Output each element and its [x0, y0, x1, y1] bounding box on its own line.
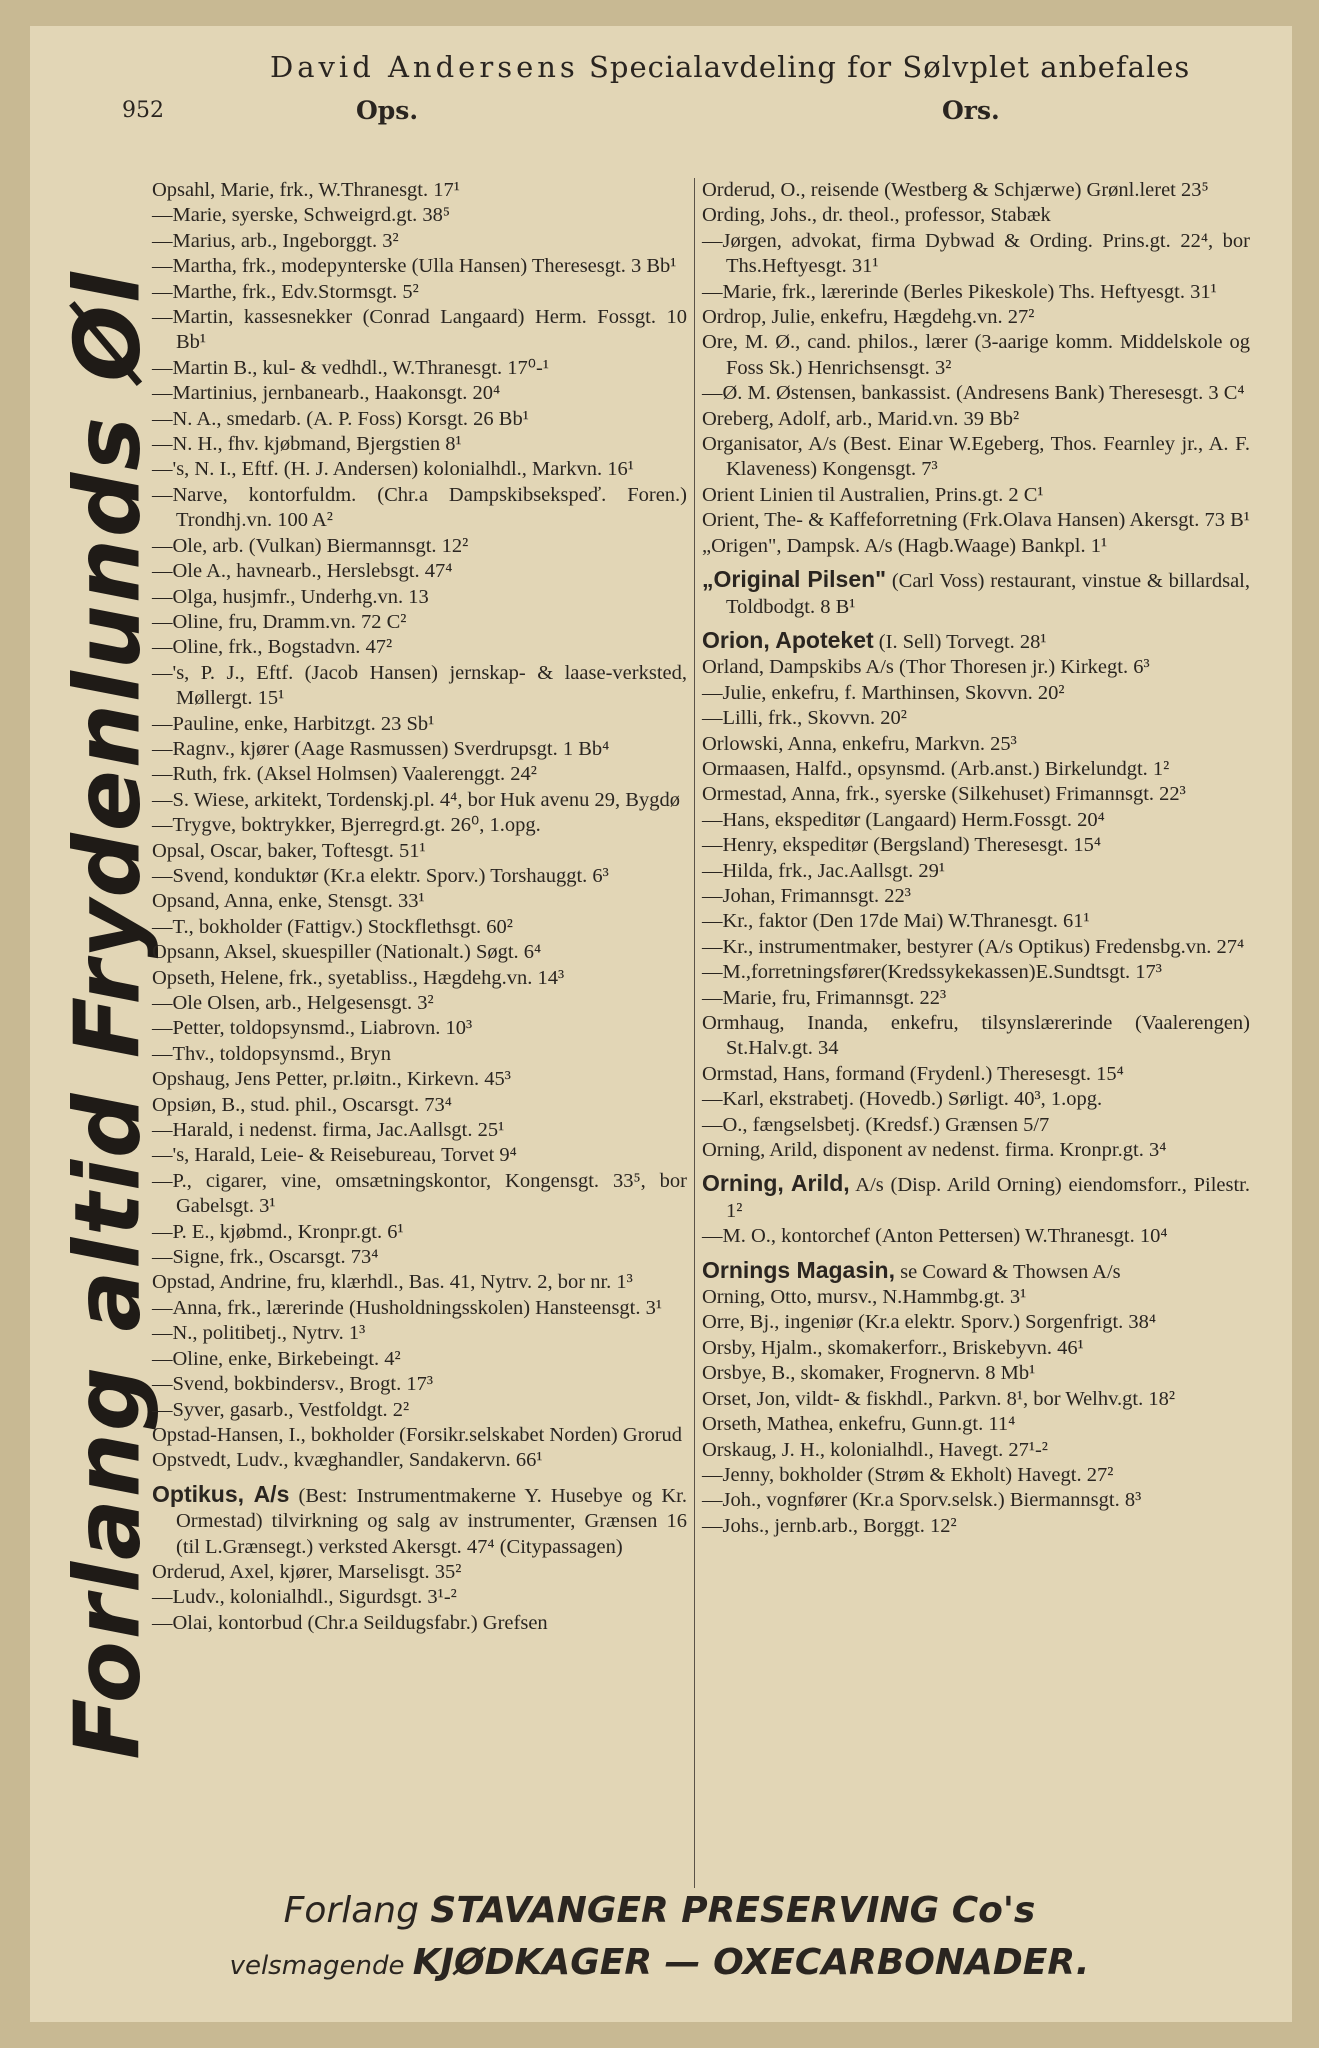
directory-entry [702, 178, 1250, 203]
directory-entry [152, 788, 687, 813]
guide-word-left: Ops. [356, 96, 419, 125]
directory-entry [152, 1560, 687, 1585]
entry-text: Oreberg, Adolf, arb., Marid.vn. 39 Bb² [702, 407, 1020, 430]
directory-entry [152, 1372, 687, 1397]
header-advertiser-name: David Andersens [270, 50, 579, 84]
directory-entry [702, 1387, 1250, 1412]
directory-entry [152, 229, 687, 254]
directory-entry [152, 1482, 687, 1560]
entry-text: —Joh., vognfører (Kr.a Sporv.selsk.) Biermannsgt. 8³ [702, 1489, 1142, 1512]
directory-entry [702, 280, 1250, 305]
entry-text: —Oline, fru, Dramm.vn. 72 C² [152, 610, 407, 633]
bottom-ad-line2-prefix: velsmagende [229, 1951, 413, 1981]
entry-text: —Anna, frk., lærerinde (Husholdningsskolen) Hansteensgt. 3¹ [152, 1296, 663, 1319]
directory-entry [152, 762, 687, 787]
entry-text: —Ludv., kolonialhdl., Sigurdsgt. 3¹-² [152, 1586, 457, 1609]
right-column [702, 178, 1250, 1539]
directory-entry [152, 559, 687, 584]
directory-entry [152, 585, 687, 610]
bottom-ad-line1-brand: STAVANGER PRESERVING Co's [430, 1890, 1036, 1931]
entry-text: —P. E., kjøbmd., Kronpr.gt. 6¹ [152, 1220, 404, 1243]
entry-text: Opstad, Andrine, fru, klærhdl., Bas. 41, Nytrv. 2, bor nr. 1³ [152, 1271, 633, 1294]
directory-entry [152, 1611, 687, 1636]
entry-text: Orset, Jon, vildt- & fiskhdl., Parkvn. 8¹, bor Welhv.gt. 18² [702, 1387, 1176, 1410]
entry-text: (I. Sell) Torvegt. 28¹ [873, 630, 1047, 653]
entry-text: —Ole A., havnearb., Herslebsgt. 47⁴ [152, 560, 453, 583]
entry-bold-name: Orion, Apoteket [702, 626, 874, 653]
directory-entry [152, 1270, 687, 1295]
directory-entry [702, 483, 1250, 508]
directory-entry [702, 1488, 1250, 1513]
column-divider [694, 178, 695, 1888]
directory-entry [152, 1245, 687, 1270]
directory-entry [152, 1169, 687, 1220]
directory-entry [702, 567, 1250, 620]
directory-entry [152, 1067, 687, 1092]
directory-entry [702, 628, 1250, 655]
entry-text: —Hans, ekspeditør (Langaard) Herm.Fossgt. 20⁴ [702, 808, 1105, 831]
entry-text: —Martin B., kul- & vedhdl., W.Thranesgt. 17⁰-¹ [152, 356, 549, 379]
entry-text: Orskaug, J. H., kolonialhdl., Havegt. 27¹-² [702, 1438, 1048, 1461]
entry-text: —Olai, kontorbud (Chr.a Seildugsfabr.) Grefsen [152, 1611, 548, 1634]
directory-entry [152, 1423, 687, 1448]
directory-entry [702, 833, 1250, 858]
entry-text: —Thv., toldopsynsmd., Bryn [152, 1042, 391, 1065]
entry-text: —Syver, gasarb., Vestfoldgt. 2² [152, 1398, 410, 1421]
entry-text: —'s, Harald, Leie- & Reisebureau, Torvet 9⁴ [152, 1144, 517, 1167]
directory-entry [702, 1171, 1250, 1224]
directory-entry [152, 1042, 687, 1067]
entry-text: (Carl Voss) restaurant, vinstue & billardsal, Toldbodgt. 8 B¹ [726, 570, 1250, 618]
directory-entry [152, 839, 687, 864]
entry-text: —Martinius, jernbanearb., Haakonsgt. 20⁴ [152, 382, 501, 405]
entry-text: Opsal, Oscar, baker, Toftesgt. 51¹ [152, 839, 426, 862]
entry-text: —Hilda, frk., Jac.Aallsgt. 29¹ [702, 859, 945, 882]
directory-entry [702, 960, 1250, 985]
entry-text: —Karl, ekstrabetj. (Hovedb.) Sørligt. 40³, 1.opg. [702, 1088, 1103, 1111]
entry-text: —Kr., faktor (Den 17de Mai) W.Thranesgt. 61¹ [702, 910, 1090, 933]
directory-entry [152, 457, 687, 482]
directory-entry [152, 940, 687, 965]
entry-text: —Johan, Frimannsgt. 22³ [702, 884, 911, 907]
directory-entry [702, 1514, 1250, 1539]
entry-bold-name: Orning, Arild, [702, 1170, 850, 1197]
entry-text: —Marthe, frk., Edv.Stormsgt. 5² [152, 280, 419, 303]
entry-text: —Oline, enke, Birkebeingt. 4² [152, 1347, 401, 1370]
entry-text: Orsby, Hjalm., skomakerforr., Briskebyvn. 46¹ [702, 1336, 1084, 1359]
directory-entry [702, 1285, 1250, 1310]
directory-entry [702, 732, 1250, 757]
entry-text: —Harald, i nedenst. firma, Jac.Aallsgt. 25¹ [152, 1119, 505, 1142]
directory-entry [702, 508, 1250, 533]
directory-entry [702, 203, 1250, 228]
directory-entry [702, 986, 1250, 1011]
directory-entry [702, 706, 1250, 731]
directory-entry [702, 935, 1250, 960]
directory-entry [152, 813, 687, 838]
entry-text: Orland, Dampskibs A/s (Thor Thoresen jr.) Kirkegt. 6³ [702, 656, 1150, 679]
entry-text: Opseth, Helene, frk., syetabliss., Hægdehg.vn. 14³ [152, 966, 565, 989]
directory-entry [702, 1011, 1250, 1062]
directory-entry [702, 859, 1250, 884]
entry-text: —Oline, frk., Bogstadvn. 47² [152, 636, 393, 659]
directory-entry [152, 1296, 687, 1321]
directory-entry [702, 1412, 1250, 1437]
bottom-ad-line2-products: KJØDKAGER — OXECARBONADER. [412, 1942, 1090, 1983]
entry-text: —Pauline, enke, Harbitzgt. 23 Sb¹ [152, 712, 435, 735]
side-advertisement: Forlang altid Frydenlunds Øl [55, 270, 161, 1760]
directory-entry [702, 330, 1250, 381]
entry-text: —Martha, frk., modepynterske (Ulla Hansen) Theresesgt. 3 Bb¹ [152, 255, 677, 278]
entry-text: —Ø. M. Østensen, bankassist. (Andresens Bank) Theresesgt. 3 C⁴ [702, 382, 1245, 405]
directory-entry [702, 1113, 1250, 1138]
entry-text: Opstad-Hansen, I., bokholder (Forsikr.selskabet Norden) Grorud [152, 1423, 683, 1446]
entry-text: Organisator, A/s (Best. Einar W.Egeberg, Thos. Fearnley jr., A. F. Klaveness) Kongensgt. 7³ [702, 433, 1250, 481]
entry-text: Opshaug, Jens Petter, pr.løitn., Kirkevn. 45³ [152, 1068, 511, 1091]
entry-text: Opsann, Aksel, skuespiller (Nationalt.) Søgt. 6⁴ [152, 941, 542, 964]
entry-text: —Marie, frk., lærerinde (Berles Pikeskole) Ths. Heftyesgt. 31¹ [702, 280, 1217, 303]
bottom-advertisement-line-1 [0, 1890, 1319, 1931]
directory-entry [702, 229, 1250, 280]
entry-bold-name: Ornings Magasin, [702, 1256, 895, 1283]
entry-text: —N., politibetj., Nytrv. 1³ [152, 1322, 366, 1345]
entry-text: Orlowski, Anna, enkefru, Markvn. 25³ [702, 732, 1017, 755]
entry-text: —Jørgen, advokat, firma Dybwad & Ording. Prins.gt. 22⁴, bor Ths.Heftyesgt. 31¹ [702, 229, 1250, 278]
directory-entry [702, 909, 1250, 934]
entry-text: Orderud, O., reisende (Westberg & Schjærwe) Grønl.leret 23⁵ [702, 179, 1209, 201]
directory-entry [702, 305, 1250, 330]
directory-entry [152, 864, 687, 889]
directory-entry [702, 432, 1250, 483]
entry-text: —N. A., smedarb. (A. P. Foss) Korsgt. 26 Bb¹ [152, 407, 529, 430]
entry-text: —Marius, arb., Ingeborggt. 3² [152, 229, 399, 252]
directory-entry [152, 737, 687, 762]
entry-text: Opsand, Anna, enke, Stensgt. 33¹ [152, 890, 425, 913]
entry-text: Orderud, Axel, kjører, Marselisgt. 35² [152, 1560, 462, 1583]
directory-entry [702, 1310, 1250, 1335]
entry-text: Ordrop, Julie, enkefru, Hægdehg.vn. 27² [702, 306, 1035, 329]
entry-text: „Origen", Dampsk. A/s (Hagb.Waage) Bankpl. 1¹ [702, 534, 1108, 557]
entry-text: Ormhaug, Inanda, enkefru, tilsynslærerinde (Vaalerengen) St.Halv.gt. 34 [702, 1012, 1250, 1060]
entry-text: —Henry, ekspeditør (Bergsland) Theresesgt. 15⁴ [702, 834, 1102, 857]
directory-entry [152, 991, 687, 1016]
directory-entry [152, 280, 687, 305]
entry-text: Opsahl, Marie, frk., W.Thranesgt. 17¹ [152, 179, 460, 201]
directory-entry [702, 1438, 1250, 1463]
entry-text: —Ragnv., kjører (Aage Rasmussen) Sverdrupsgt. 1 Bb⁴ [152, 737, 610, 760]
directory-entry [702, 655, 1250, 680]
directory-entry [152, 1347, 687, 1372]
directory-entry [152, 483, 687, 534]
entry-text: —Signe, frk., Oscarsgt. 73⁴ [152, 1246, 379, 1269]
entry-text: Ore, M. Ø., cand. philos., lærer (3-aarige komm. Middelskole og Foss Sk.) Henrichsensgt. 3² [702, 331, 1250, 379]
entry-text: —M.,forretningsfører(Kredssykekassen)E.Sundtsgt. 17³ [702, 961, 1162, 984]
directory-entry [152, 432, 687, 457]
entry-text: Orning, Otto, mursv., N.Hammbg.gt. 3¹ [702, 1286, 1027, 1309]
directory-entry [152, 635, 687, 660]
directory-entry [702, 1336, 1250, 1361]
entry-text: Orseth, Mathea, enkefru, Gunn.gt. 11⁴ [702, 1413, 1016, 1436]
entry-text: Orre, Bj., ingeniør (Kr.a elektr. Sporv.) Sorgenfrigt. 38⁴ [702, 1311, 1157, 1334]
directory-entry [702, 884, 1250, 909]
entry-text: —N. H., fhv. kjøbmand, Bjergstien 8¹ [152, 433, 462, 456]
entry-text: Ording, Johs., dr. theol., professor, Stabæk [702, 204, 1051, 227]
entry-text: (Best: Instrumentmakerne Y. Husebye og Kr. Ormestad) tilvirkning og salg av instrumenter, Grænsen 16 (til L.Grænsegt.) verksted Akersgt. 47⁴ (Citypassagen) [176, 1484, 688, 1558]
directory-entry [702, 1062, 1250, 1087]
entry-text: Ormaasen, Halfd., opsynsmd. (Arb.anst.) Birkelundgt. 1² [702, 757, 1170, 780]
directory-entry [702, 681, 1250, 706]
entry-text: —Petter, toldopsynsmd., Liabrovn. 10³ [152, 1017, 473, 1040]
entry-text: —'s, P. J., Eftf. (Jacob Hansen) jernskap- & laase-verksted, Møllergt. 15¹ [152, 661, 687, 710]
entry-text: —Ole, arb. (Vulkan) Biermannsgt. 12² [152, 534, 469, 557]
directory-entry [152, 1118, 687, 1143]
bottom-advertisement-line-2 [0, 1942, 1319, 1983]
entry-text: —Ole Olsen, arb., Helgesensgt. 3² [152, 992, 434, 1014]
entry-text: —'s, N. I., Eftf. (H. J. Andersen) kolonialhdl., Markvn. 16¹ [152, 458, 634, 481]
directory-entry [702, 534, 1250, 559]
entry-text: —Trygve, boktrykker, Bjerregrd.gt. 26⁰, 1.opg. [152, 814, 541, 837]
entry-text: —Narve, kontorfuldm. (Chr.a Dampskibsekspeď. Foren.) Trondhj.vn. 100 A² [152, 483, 687, 532]
directory-entry [702, 407, 1250, 432]
bottom-ad-line1-prefix: Forlang [283, 1890, 431, 1931]
page-number: 952 [122, 98, 164, 123]
directory-entry [152, 254, 687, 279]
directory-entry [152, 661, 687, 712]
entry-text: —Johs., jernb.arb., Borggt. 12² [702, 1514, 957, 1537]
directory-entry [152, 203, 687, 228]
directory-entry [152, 1321, 687, 1346]
directory-entry [152, 1448, 687, 1473]
entry-text: —M. O., kontorchef (Anton Pettersen) W.Thranesgt. 10⁴ [702, 1225, 1168, 1248]
entry-text: —Svend, konduktør (Kr.a elektr. Sporv.) Torshauggt. 6³ [152, 864, 609, 887]
directory-entry [152, 712, 687, 737]
directory-entry [702, 757, 1250, 782]
entry-text: —P., cigarer, vine, omsætningskontor, Kongensgt. 33⁵, bor Gabelsgt. 3¹ [152, 1169, 687, 1218]
directory-entry [152, 889, 687, 914]
entry-text: —Kr., instrumentmaker, bestyrer (A/s Optikus) Fredensbg.vn. 27⁴ [702, 935, 1245, 958]
directory-entry [152, 1016, 687, 1041]
entry-bold-name: „Original Pilsen" [702, 566, 887, 593]
directory-entry [152, 915, 687, 940]
directory-entry [152, 1143, 687, 1168]
entry-text: Ormestad, Anna, frk., syerske (Silkehuset) Frimannsgt. 22³ [702, 783, 1186, 806]
directory-entry [152, 407, 687, 432]
entry-text: se Coward & Thowsen A/s [894, 1260, 1121, 1283]
entry-text: —Svend, bokbindersv., Brogt. 17³ [152, 1373, 433, 1396]
directory-entry [152, 1585, 687, 1610]
entry-text: —Ruth, frk. (Aksel Holmsen) Vaalerenggt. 24² [152, 763, 537, 786]
header-tagline: Specialavdeling for Sølvplet anbefales [589, 50, 1191, 84]
directory-entry [152, 966, 687, 991]
entry-text: Orsbye, B., skomaker, Frognervn. 8 Mb¹ [702, 1362, 1036, 1385]
entry-bold-name: Optikus, A/s [152, 1480, 290, 1507]
directory-entry [152, 381, 687, 406]
entry-text: A/s (Disp. Arild Orning) eiendomsforr., Pilestr. 1² [726, 1174, 1250, 1222]
entry-text: —Olga, husjmfr., Underhg.vn. 13 [152, 585, 429, 608]
left-column [152, 178, 687, 1636]
directory-entry [152, 305, 687, 356]
directory-entry [702, 1138, 1250, 1163]
page-header [270, 50, 1250, 84]
entry-text: —O., fængselsbetj. (Kredsf.) Grænsen 5/7 [702, 1113, 1050, 1136]
directory-entry [702, 782, 1250, 807]
entry-text: Orient Linien til Australien, Prins.gt. 2 C¹ [702, 483, 1044, 506]
entry-text: Opsiøn, B., stud. phil., Oscarsgt. 73⁴ [152, 1093, 452, 1116]
entry-text: —Julie, enkefru, f. Marthinsen, Skovvn. 20² [702, 681, 1065, 704]
directory-entry [152, 178, 687, 203]
entry-text: Orient, The- & Kaffeforretning (Frk.Olava Hansen) Akersgt. 73 B¹ [702, 509, 1250, 532]
directory-entry [702, 1361, 1250, 1386]
directory-entry [152, 1398, 687, 1423]
entry-text: Ormstad, Hans, formand (Frydenl.) Theresesgt. 15⁴ [702, 1062, 1124, 1085]
directory-entry [702, 808, 1250, 833]
directory-entry [152, 356, 687, 381]
entry-text: Opstvedt, Ludv., kvæghandler, Sandakervn. 66¹ [152, 1449, 543, 1472]
entry-text: —T., bokholder (Fattigv.) Stockflethsgt. 60² [152, 915, 513, 938]
entry-text: —Martin, kassesnekker (Conrad Langaard) Herm. Fossgt. 10 Bb¹ [152, 306, 687, 354]
directory-entry [152, 610, 687, 635]
directory-entry [152, 1220, 687, 1245]
directory-entry [702, 1463, 1250, 1488]
entry-text: Orning, Arild, disponent av nedenst. firma. Kronpr.gt. 3⁴ [702, 1139, 1167, 1162]
directory-entry [702, 1224, 1250, 1249]
entry-text: —Jenny, bokholder (Strøm & Ekholt) Havegt. 27² [702, 1463, 1114, 1486]
directory-entry [702, 381, 1250, 406]
directory-entry [702, 1087, 1250, 1112]
guide-word-right: Ors. [942, 96, 1000, 125]
entry-text: —Marie, fru, Frimannsgt. 22³ [702, 986, 947, 1009]
entry-text: —S. Wiese, arkitekt, Tordenskj.pl. 4⁴, bor Huk avenu 29, Bygdø [152, 788, 680, 811]
directory-entry [152, 1093, 687, 1118]
directory-entry [152, 534, 687, 559]
entry-text: —Marie, syerske, Schweigrd.gt. 38⁵ [152, 204, 451, 227]
directory-entry [702, 1258, 1250, 1285]
entry-text: —Lilli, frk., Skovvn. 20² [702, 707, 907, 730]
